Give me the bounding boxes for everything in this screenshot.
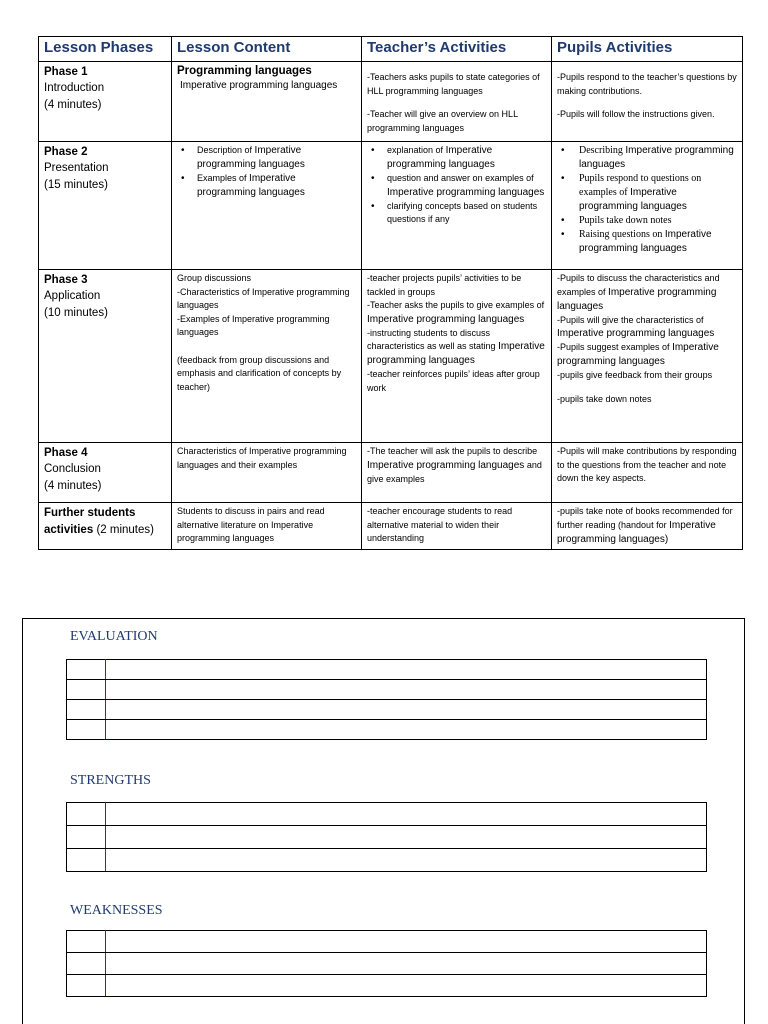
pupils-activity: -pupils give feedback from their groups bbox=[557, 370, 713, 380]
header-lesson-content: Lesson Content bbox=[172, 37, 362, 62]
weaknesses-line[interactable] bbox=[106, 931, 707, 953]
table-row bbox=[39, 270, 743, 443]
list-item: • Description of Imperative programming languages bbox=[177, 144, 356, 172]
header-row bbox=[39, 37, 743, 62]
list-item: • Examples of Imperative programming languages bbox=[177, 172, 356, 200]
teacher-activity: -teacher encourage students to read alternative material to widen their understanding bbox=[367, 506, 513, 543]
strengths-lines bbox=[66, 802, 707, 872]
evaluation-line[interactable] bbox=[106, 680, 707, 700]
strengths-title: STRENGTHS bbox=[70, 773, 151, 788]
pupils-cell bbox=[552, 443, 743, 503]
strengths-line[interactable] bbox=[106, 849, 707, 872]
evaluation-section bbox=[22, 618, 745, 1024]
teacher-cell bbox=[362, 270, 552, 443]
teacher-cell bbox=[362, 142, 552, 270]
strengths-line[interactable] bbox=[106, 803, 707, 826]
teacher-cell bbox=[362, 503, 552, 550]
teacher-cell bbox=[362, 62, 552, 142]
phase-title: Phase 1 bbox=[44, 66, 88, 78]
phase-time: (15 minutes) bbox=[44, 179, 108, 191]
evaluation-lines bbox=[66, 659, 707, 740]
phase-cell bbox=[39, 142, 172, 270]
pupils-cell bbox=[552, 62, 743, 142]
evaluation-line[interactable] bbox=[106, 660, 707, 680]
pupils-activity: -pupils take down notes bbox=[557, 393, 652, 404]
list-item: • Pupils respond to questions on examples of Imperative programming languages bbox=[557, 172, 737, 214]
teacher-activity: -teacher projects pupils’ activities to be tackled in groups bbox=[367, 273, 522, 297]
phase-cell bbox=[39, 62, 172, 142]
content-line: Group discussions bbox=[177, 273, 252, 283]
pupils-activity: -Pupils respond to the teacher’s questions by making contributions. bbox=[557, 72, 737, 96]
weaknesses-lines bbox=[66, 930, 707, 997]
content-cell bbox=[172, 62, 362, 142]
table-row bbox=[39, 62, 743, 142]
pupils-cell bbox=[552, 270, 743, 443]
pupils-activity: -Pupils suggest examples of Imperative programming languages bbox=[557, 342, 719, 367]
content-cell bbox=[172, 270, 362, 443]
content-line: Students to discuss in pairs and read alternative literature on Imperative programming languages bbox=[177, 506, 325, 543]
pupils-activity: -Pupils will give the characteristics of Imperative programming languages bbox=[557, 314, 715, 339]
teacher-activity: -instructing students to discuss characteristics as well as stating Imperative programming languages bbox=[367, 327, 545, 366]
teacher-activity: -teacher reinforces pupils’ ideas after group work bbox=[367, 369, 540, 393]
phase-time: (10 minutes) bbox=[44, 307, 108, 319]
evaluation-line[interactable] bbox=[106, 700, 707, 720]
lesson-plan-table bbox=[38, 36, 743, 550]
content-cell bbox=[172, 443, 362, 503]
content-cell bbox=[172, 142, 362, 270]
list-item: • explanation of Imperative programming languages bbox=[367, 144, 546, 172]
evaluation-line[interactable] bbox=[106, 720, 707, 740]
pupils-list bbox=[557, 144, 737, 256]
pupils-cell bbox=[552, 142, 743, 270]
phase-title: Phase 3 bbox=[44, 274, 88, 286]
phase-title: Further students activities (2 minutes) bbox=[44, 507, 154, 536]
pupils-activity: -Pupils will follow the instructions given. bbox=[557, 109, 715, 119]
list-item: • question and answer on examples of Imperative programming languages bbox=[367, 172, 546, 200]
pupils-cell bbox=[552, 503, 743, 550]
teacher-activity: -Teacher will give an overview on HLL programming languages bbox=[367, 109, 518, 133]
list-item: • clarifying concepts based on students questions if any bbox=[367, 200, 546, 227]
weaknesses-line[interactable] bbox=[106, 975, 707, 997]
list-item: • Raising questions on Imperative programming languages bbox=[557, 228, 737, 256]
phase-name: Application bbox=[44, 290, 101, 302]
phase-cell bbox=[39, 503, 172, 550]
teacher-list bbox=[367, 144, 546, 227]
content-line: -Examples of Imperative programming languages bbox=[177, 313, 330, 337]
teacher-activity: -Teachers asks pupils to state categories of HLL programming languages bbox=[367, 72, 540, 96]
pupils-activity: -Pupils to discuss the characteristics and examples of Imperative programming languages bbox=[557, 273, 720, 312]
table-row bbox=[39, 142, 743, 270]
content-title: Programming languages bbox=[177, 65, 312, 77]
list-item: • Pupils take down notes bbox=[557, 214, 737, 228]
phase-title: Phase 4 bbox=[44, 447, 88, 459]
phase-cell bbox=[39, 443, 172, 503]
table-row bbox=[39, 503, 743, 550]
pupils-activity: -pupils take note of books recommended for further reading (handout for Imperative programming languages) bbox=[557, 506, 733, 545]
phase-name: Presentation bbox=[44, 162, 109, 174]
teacher-activity: -The teacher will ask the pupils to describe Imperative programming languages and give examples bbox=[367, 446, 542, 484]
strengths-line[interactable] bbox=[106, 826, 707, 849]
header-pupils-activities: Pupils Activities bbox=[552, 37, 743, 62]
phase-cell bbox=[39, 270, 172, 443]
content-line: -Characteristics of Imperative programming languages bbox=[177, 286, 350, 310]
table-row bbox=[39, 443, 743, 503]
content-line: Characteristics of Imperative programming languages and their examples bbox=[177, 446, 347, 470]
header-teachers-activities: Teacher’s Activities bbox=[362, 37, 552, 62]
phase-time: (4 minutes) bbox=[44, 99, 102, 111]
header-lesson-phases: Lesson Phases bbox=[39, 37, 172, 62]
teacher-activity: -Teacher asks the pupils to give examples of Imperative programming languages bbox=[367, 300, 545, 325]
pupils-activity: -Pupils will make contributions by responding to the questions from the teacher and note down the key aspects. bbox=[557, 446, 737, 483]
content-sub: Imperative programming languages bbox=[180, 80, 338, 91]
phase-time: (4 minutes) bbox=[44, 480, 102, 492]
phase-name: Conclusion bbox=[44, 463, 101, 475]
phase-name: Introduction bbox=[44, 82, 105, 94]
list-item: • Describing Imperative programming languages bbox=[557, 144, 737, 172]
teacher-cell bbox=[362, 443, 552, 503]
weaknesses-line[interactable] bbox=[106, 953, 707, 975]
content-line: (feedback from group discussions and emphasis and clarification of concepts by teacher) bbox=[177, 354, 342, 392]
phase-title: Phase 2 bbox=[44, 146, 88, 158]
weaknesses-title: WEAKNESSES bbox=[70, 903, 163, 918]
content-list bbox=[177, 144, 356, 200]
content-cell bbox=[172, 503, 362, 550]
evaluation-title: EVALUATION bbox=[70, 629, 158, 644]
